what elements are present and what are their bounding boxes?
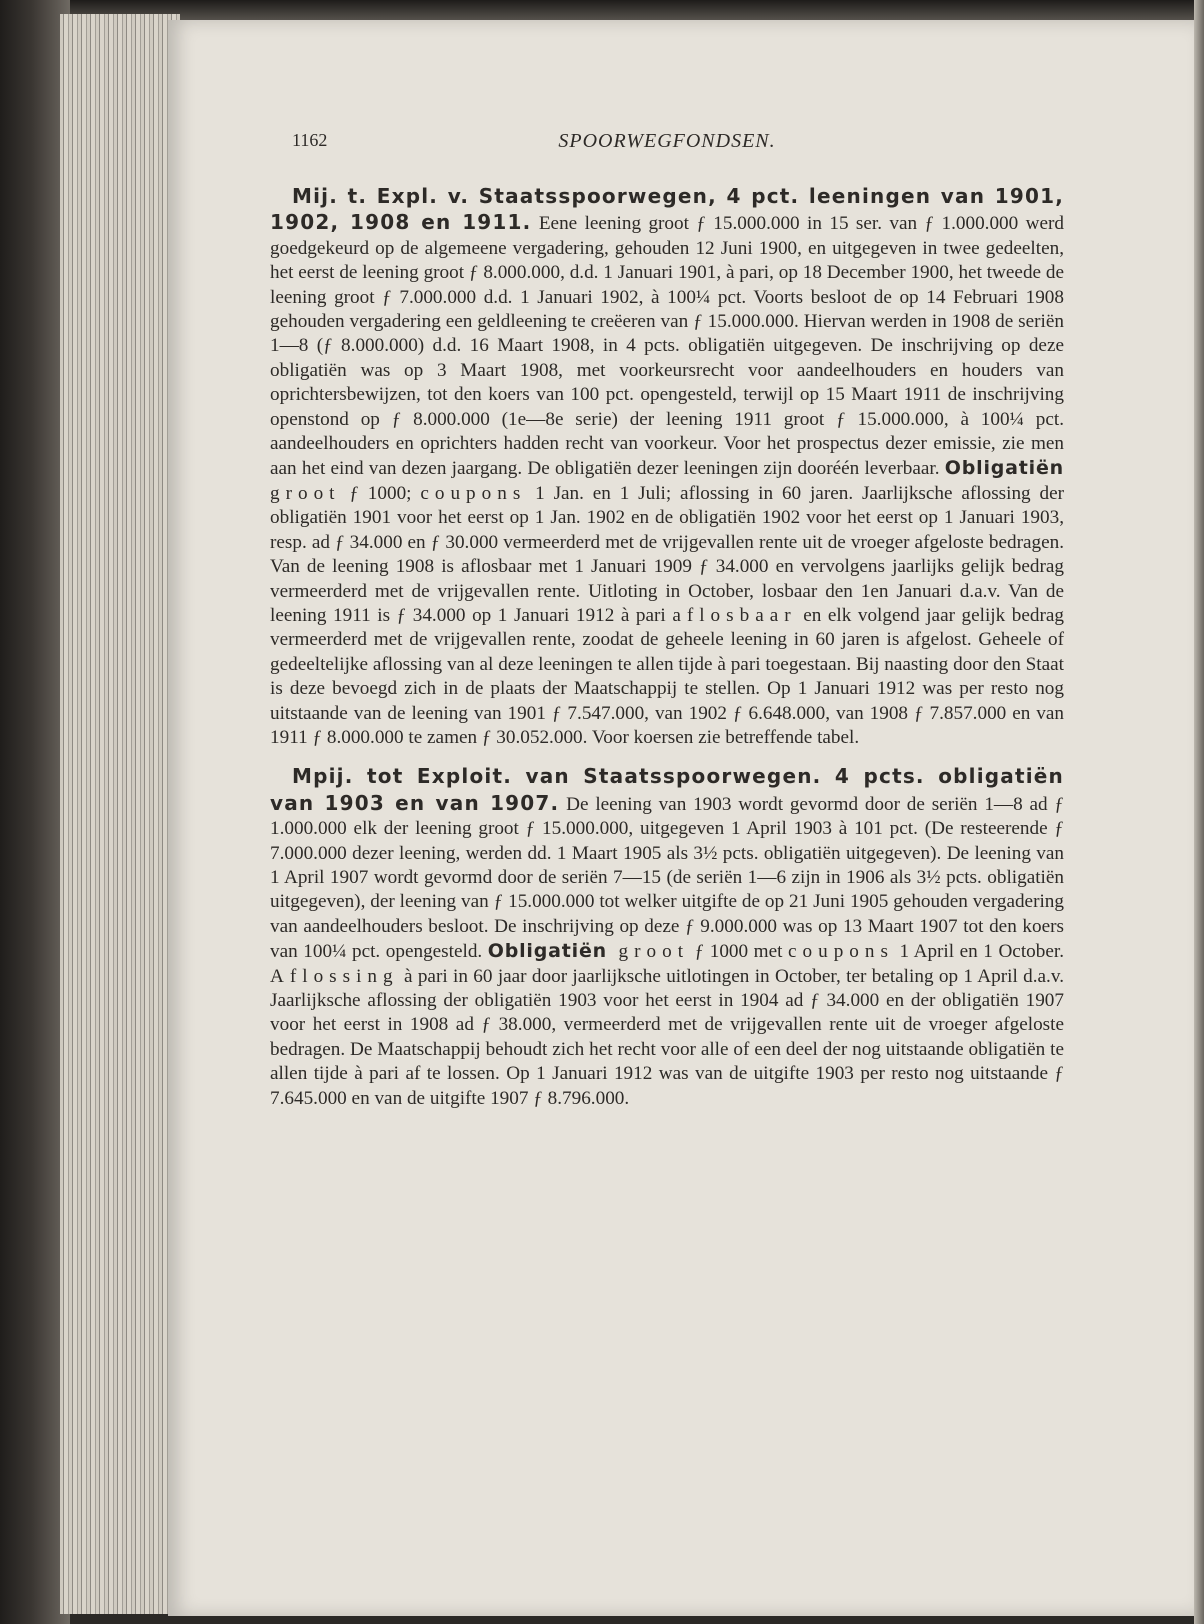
scan-top-shadow [0,0,1204,22]
page-edges [60,14,180,1614]
term-obligatien: Obligatiën [487,940,607,963]
entry-heading: Mij. t. Expl. v. Staatsspoorwegen, 4 pct. leeningen van 1901, 1902, 1908 en 1911. [270,184,1064,235]
entry-text: ƒ 1000 met [689,941,788,963]
spaced-coupons: coupons [420,482,527,504]
entry-text: en elk volgend jaar gelijk bedrag vermeerderd met de vrijgevallen rente, zoodat de geheele leening in 60 jaren is afgelost. Geheele of gedeeltelijke aflossing van al deze leeningen te allen tijde à pari toegestaan. Bij naasting door den Staat is deze bevoegd zich in de plaats der Maatschappij te stellen. Op 1 Januari 1912 was per resto nog uitstaande van de leening van 1901 ƒ 7.547.000, van 1902 ƒ 6.648.000, van 1908 ƒ 7.857.000 en van 1911 ƒ 8.000.000 te zamen ƒ 30.052.000. Voor koersen zie betreffende tabel. [270,604,1064,748]
term-obligatien: Obligatiën [944,457,1064,480]
entry-heading: Mpij. tot Exploit. van Staatsspoorwegen. 4 pcts. obligatiën van 1903 en van 1907. [270,764,1064,815]
entry-staatsspoorwegen-1903 [270,764,1064,1111]
entry-text: Eene leening groot ƒ 15.000.000 in 15 ser. van ƒ 1.000.000 werd goedgekeurd op de algemeene vergadering, gehouden 12 Juni 1900, en uitgegeven in twee gedeelten, het eerst de leening groot ƒ 8.000.000, d.d. 1 Januari 1901, à pari, op 18 December 1900, het tweede de leening groot ƒ 7.000.000 d.d. 1 Januari 1902, à 100¼ pct. Voorts besloot de op 14 Februari 1908 gehouden vergadering een geldleening te creëeren van ƒ 15.000.000. Hiervan werden in 1908 de seriën 1—8 (ƒ 8.000.000) d.d. 16 Maart 1908, in 4 pcts. obligatiën uitgegeven. De inschrijving op deze obligatiën was op 3 Maart 1908, met voorkeursrecht voor aandeelhouders en houders van oprichtersbewijzen, tot den koers van 100 pct. opengesteld, terwijl op 15 Maart 1911 de inschrijving openstond op ƒ 8.000.000 (1e—8e serie) der leening 1911 groot ƒ 15.000.000, à 100¼ pct. aandeelhouders en oprichters hadden recht van voorkeur. Voor het prospectus dezer emissie, zie men aan het eind van dezen jaargang. De obligatiën dezer leeningen zijn dooréén leverbaar. [270,213,1064,480]
spaced-aflossing: Aflossing [270,965,399,987]
entry-text: 1 April en 1 October. [893,941,1064,963]
entry-text: à pari in 60 jaar door jaarlijksche uitlotingen in October, ter betaling op 1 April d.a.v. Jaarlijksche aflossing der obligatiën 1903 voor het eerst in 1904 ad ƒ 34.000 en der obligatiën 1907 voor het eerst in 1908 ad ƒ 38.000, vermeerderd met de vrijgevallen rente uit de vroeger afgeloste bedragen. De Maatschappij behoudt zich het recht voor alle of een deel der nog uitstaande obligatiën te allen tijde à pari af te lossen. Op 1 Januari 1912 was van de uitgifte 1903 per resto nog uitstaande ƒ 7.645.000 en van de uitgifte 1907 ƒ 8.796.000. [270,965,1064,1109]
scan-right-edge [1194,0,1204,1624]
page-number: 1162 [292,130,328,150]
entry-staatsspoorwegen-1901 [270,184,1064,750]
entry-text: ƒ 1000; [340,482,421,504]
running-title: SPOORWEGFONDSEN. [558,130,776,152]
entry-text: De leening van 1903 wordt gevormd door de seriën 1—8 ad ƒ 1.000.000 elk der leening groot ƒ 15.000.000, uitgegeven 1 April 1903 à 101 pct. (De resteerende ƒ 7.000.000 dezer leening, werden dd. 1 Maart 1905 als 3½ pcts. obligatiën uitgegeven). De leening van 1 April 1907 wordt gevormd door de seriën 7—15 (de seriën 1—6 zijn in 1906 als 3½ pcts. obligatiën uitgegeven), der leening van ƒ 15.000.000 tot welker uitgifte de op 21 Juni 1905 gehouden vergadering van aandeelhouders besloot. De inschrijving op deze ƒ 9.000.000 was op 13 Maart 1907 tot den koers van 100¼ pct. opengesteld. [270,793,1065,963]
page-content [270,130,1064,1125]
entry-text: 1 Jan. en 1 Juli; aflossing in 60 jaren. Jaarlijksche aflossing der obligatiën 1901 voor het eerst op 1 Jan. 1902 en de obligatiën 1902 voor het eerst op 1 Januari 1903, resp. ad ƒ 34.000 en ƒ 30.000 vermeerderd met de vrijgevallen rente uit de vroeger afgeloste bedragen. Van de leening 1908 is aflosbaar met 1 Januari 1909 ƒ 34.000 en vervolgens jaarlijks gelijk bedrag vermeerderd met de vrijgevallen rente. Uitloting in October, losbaar den 1en Januari d.a.v. Van de leening 1911 is ƒ 34.000 op 1 Januari 1912 à pari [270,482,1064,626]
book-page [168,20,1194,1616]
spaced-coupons: coupons [788,941,894,963]
spaced-groot: groot [270,482,341,504]
spaced-aflosbaar: aflosbaar [672,604,797,626]
spaced-groot: groot [606,941,690,963]
running-head [270,130,1064,156]
